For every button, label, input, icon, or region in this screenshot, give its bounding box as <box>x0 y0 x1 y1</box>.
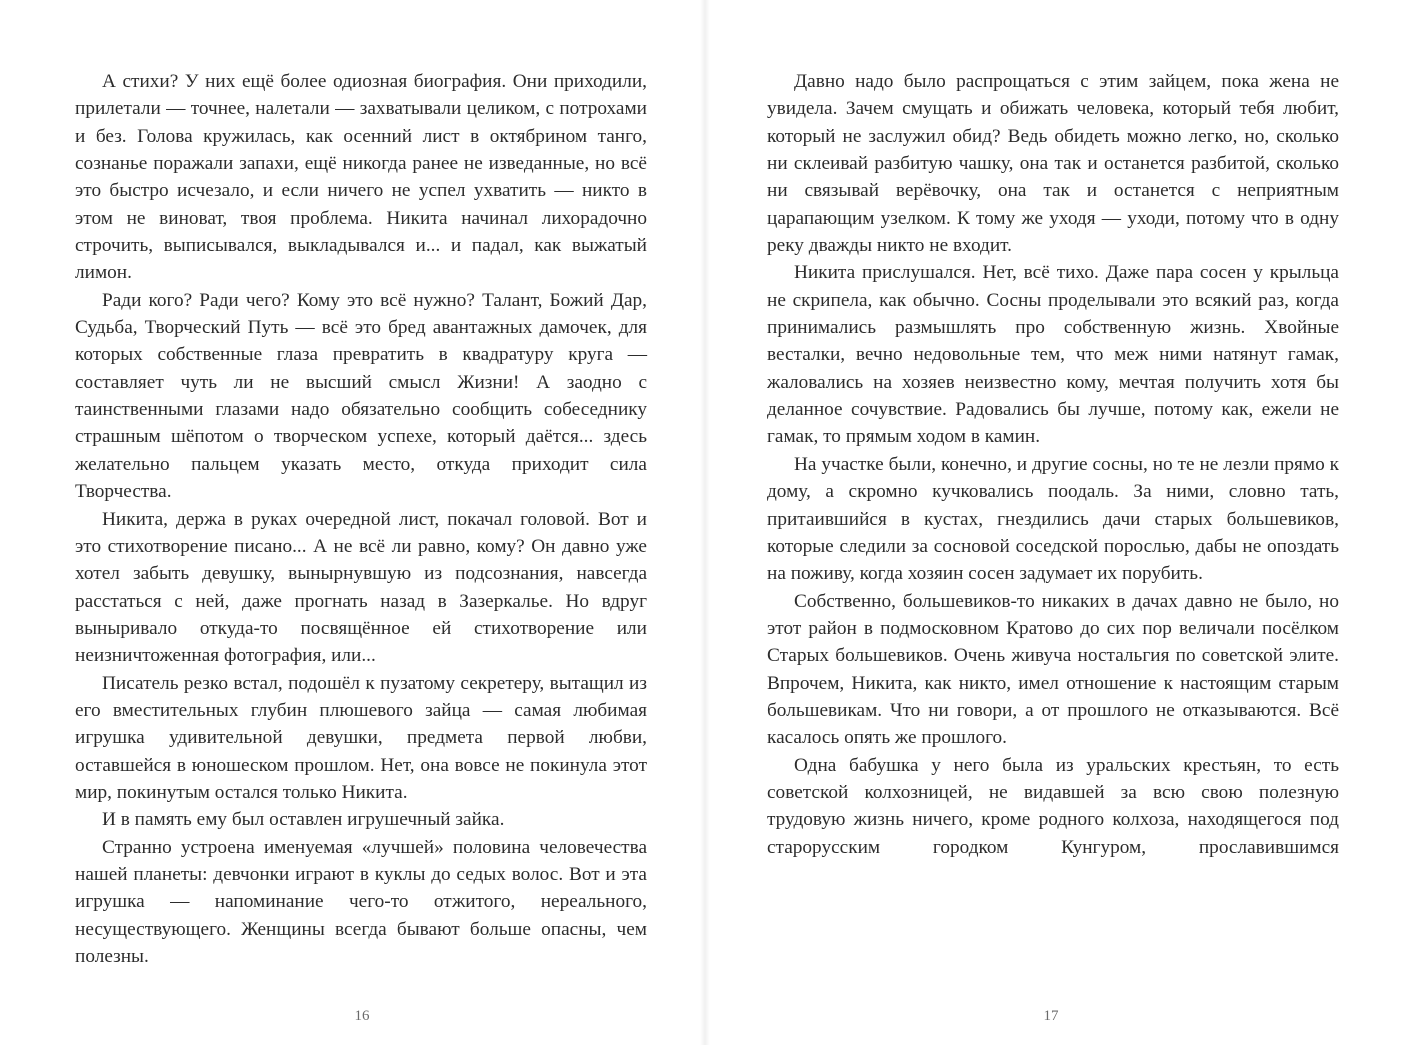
paragraph: Ради кого? Ради чего? Кому это всё нужно? Талант, Божий Дар, Судьба, Творческий Путь — всё это бред авантажных дамочек, для которых собственные глаза превратить в квадратуру круга — составляет чуть ли не высший смысл Жизни! А заодно с таинственными глазами надо обязательно сообщить собеседнику страшным шёпотом о творческом успехе, который даётся... здесь желательно пальцем указать место, откуда приходит сила Творчества. <box>75 289 647 503</box>
right-page-text <box>767 68 1339 861</box>
paragraph: Одна бабушка у него была из уральских крестьян, то есть советской колхозницей, не видавшей за всю свою полезную трудовую жизнь ничего, кроме родного колхоза, находящегося под старорусским городком Кунгуром, прославившимся <box>767 754 1339 858</box>
paragraph: Никита, держа в руках очередной лист, покачал головой. Вот и это стихотворение писано... А не всё ли равно, кому? Он давно уже хотел забыть девушку, вынырнувшую из подсознания, навсегда расстаться с ней, даже прогнать назад в Зазеркалье. Но вдруг выныривало откуда-то посвящённое ей стихотворение или неизничтоженная фотография, или... <box>75 508 647 667</box>
paragraph: Странно устроена именуемая «лучшей» половина человечества нашей планеты: девчонки играют в куклы до седых волос. Вот и эта игрушка — напоминание чего-то отжитого, нереального, несуществующего. Женщины всегда бывают больше опасны, чем полезны. <box>75 836 647 967</box>
paragraph: А стихи? У них ещё более одиозная биография. Они приходили, прилетали — точнее, налетали — захватывали целиком, с потрохами и без. Голова кружилась, как осенний лист в октябрином танго, сознанье поражали запахи, ещё никогда ранее не изведанные, но всё это быстро исчезало, и если ничего не успел ухватить — никто в этом не виноват, твоя проблема. Никита начинал лихорадочно строчить, выписывался, выкладывался и... и падал, как выжатый лимон. <box>75 71 647 284</box>
page-number-right: 17 <box>1043 1008 1059 1024</box>
left-page-text <box>75 68 647 970</box>
paragraph: Писатель резко встал, подошёл к пузатому секретеру, вытащил из его вместительных глубин плюшевого зайца — самая любимая игрушка удивительной девушки, предмета первой любви, оставшейся в юношеском прошлом. Нет, она вовсе не покинула этот мир, покинутым остался только Никита. <box>75 672 647 803</box>
paragraph: Никита прислушался. Нет, всё тихо. Даже пара сосен у крыльца не скрипела, как обычно. Сосны проделывали это всякий раз, когда принимались размышлять про собственную жизнь. Хвойные весталки, вечно недовольные тем, что меж ними натянут гамак, жаловались на хозяев неизвестно кому, мечтая получить хотя бы деланное сочувствие. Радовались бы лучше, потому как, ежели не гамак, то прямым ходом в камин. <box>767 262 1339 448</box>
page-number-left: 16 <box>354 1008 370 1024</box>
paragraph: Давно надо было распрощаться с этим зайцем, пока жена не увидела. Зачем смущать и обижать человека, который тебя любит, который не заслужил обид? Ведь обидеть можно легко, но, сколько ни склеивай разбитую чашку, она так и останется разбитой, сколько ни связывай верёвочку, она так и останется с неприятным царапающим узелком. К тому же уходя — уходи, потому что в одну реку дважды никто не входит. <box>767 71 1339 257</box>
book-gutter <box>700 0 710 1045</box>
paragraph: Собственно, большевиков-то никаких в дачах давно не было, но этот район в подмосковном Кратово до сих пор величали посёлком Старых большевиков. Очень живуча ностальгия по советской элите. Впрочем, Никита, как никто, имел отношение к настоящим старым большевикам. Что ни говори, а от прошлого не отказываются. Всё касалось опять же прошлого. <box>767 590 1339 749</box>
paragraph: На участке были, конечно, и другие сосны, но те не лезли прямо к дому, а скромно кучковались поодаль. За ними, словно тать, притаившийся в кустах, гнездились дачи старых большевиков, которые следили за сосновой соседской порослью, дабы не опоздать на поживу, когда хозяин сосен задумает их порубить. <box>767 453 1339 585</box>
paragraph: И в память ему был оставлен игрушечный зайка. <box>102 809 505 831</box>
